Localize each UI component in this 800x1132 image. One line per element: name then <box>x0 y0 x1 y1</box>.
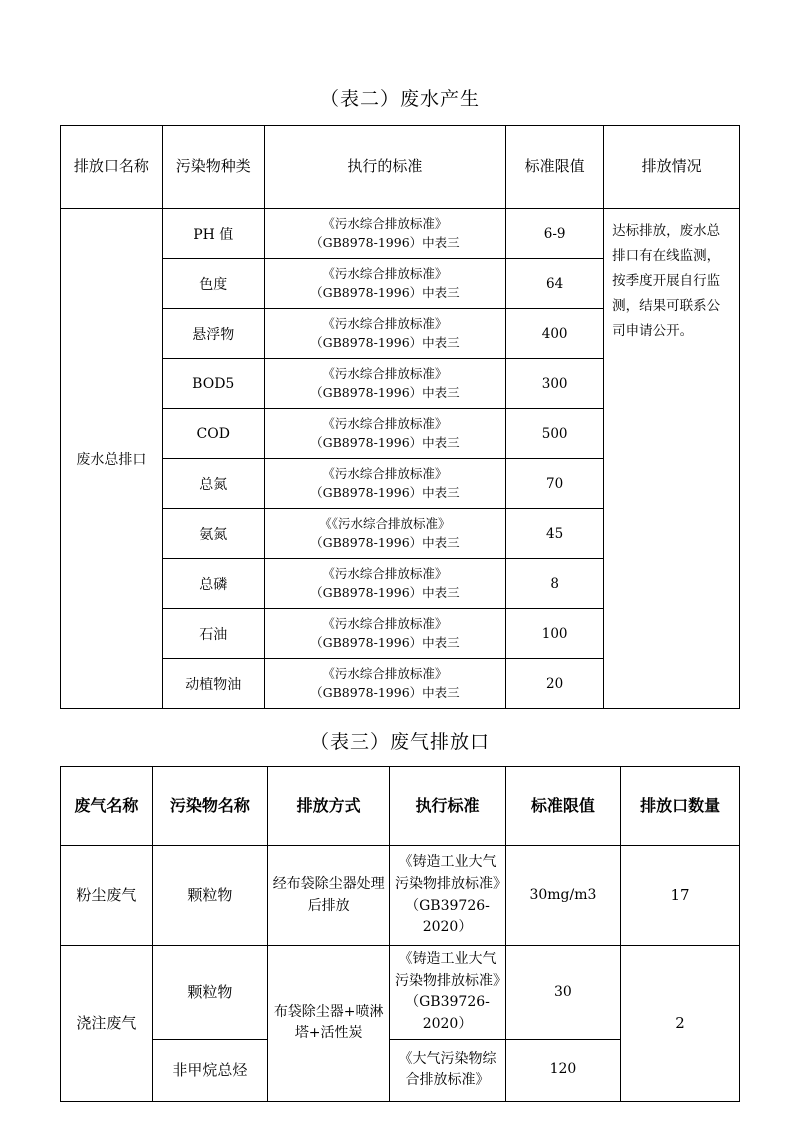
standard-line-1: 《污水综合排放标准》 <box>322 615 448 631</box>
table-header-row <box>61 126 740 209</box>
standard-line-2: （GB8978-1996）中表三 <box>310 484 460 500</box>
standard-line-1: 《污水综合排放标准》 <box>322 315 448 331</box>
cell-limit: 8 <box>506 559 604 609</box>
standard-line-2: （GB8978-1996）中表三 <box>310 334 460 350</box>
cell-pollutant: 颗粒物 <box>152 946 267 1040</box>
wastewater-table <box>60 125 740 709</box>
cell-standard <box>264 409 505 459</box>
cell-standard <box>264 559 505 609</box>
cell-standard <box>264 259 505 309</box>
standard-line-1: 《污水综合排放标准》 <box>322 465 448 481</box>
cell-pollutant: PH 值 <box>162 209 264 259</box>
cell-pollutant: 总氮 <box>162 459 264 509</box>
standard-line-2: （GB8978-1996）中表三 <box>310 384 460 400</box>
cell-pollutant: 颗粒物 <box>152 846 267 946</box>
cell-discharge-method: 经布袋除尘器处理后排放 <box>268 846 390 946</box>
table-header-row <box>61 767 740 846</box>
standard-line-2: （GB8978-1996）中表三 <box>310 534 460 550</box>
cell-limit: 500 <box>506 409 604 459</box>
cell-standard <box>264 459 505 509</box>
cell-pollutant: COD <box>162 409 264 459</box>
cell-limit: 30 <box>505 946 620 1040</box>
cell-standard <box>264 359 505 409</box>
cell-pollutant: 石油 <box>162 609 264 659</box>
cell-standard <box>264 609 505 659</box>
header-situation: 排放情况 <box>604 126 740 209</box>
table3-title: （表三）废气排放口 <box>309 731 490 753</box>
cell-standard: 《大气污染物综合排放标准》 <box>390 1039 505 1101</box>
standard-line-1: 《《污水综合排放标准》 <box>319 515 451 531</box>
cell-discharge-situation: 达标排放，废水总排口有在线监测，按季度开展自行监测，结果可联系公司申请公开。 <box>604 209 740 709</box>
header-discharge-method: 排放方式 <box>268 767 390 846</box>
cell-limit: 400 <box>506 309 604 359</box>
cell-pollutant: 色度 <box>162 259 264 309</box>
header-outlet-name: 排放口名称 <box>61 126 163 209</box>
cell-outlet-count: 2 <box>621 946 740 1102</box>
cell-limit: 70 <box>506 459 604 509</box>
cell-limit: 20 <box>506 659 604 709</box>
cell-limit: 100 <box>506 609 604 659</box>
standard-line-1: 《污水综合排放标准》 <box>322 565 448 581</box>
header-limit: 标准限值 <box>506 126 604 209</box>
header-outlet-count: 排放口数量 <box>621 767 740 846</box>
header-gas-name: 废气名称 <box>61 767 153 846</box>
header-pollutant-type: 污染物种类 <box>162 126 264 209</box>
standard-line-2: （GB8978-1996）中表三 <box>310 434 460 450</box>
cell-limit: 300 <box>506 359 604 409</box>
cell-gas-name: 浇注废气 <box>61 946 153 1102</box>
standard-line-2: （GB8978-1996）中表三 <box>310 234 460 250</box>
cell-gas-name: 粉尘废气 <box>61 846 153 946</box>
table2-title: （表二）废水产生 <box>319 88 480 110</box>
table-row <box>61 846 740 946</box>
cell-pollutant: 非甲烷总烃 <box>152 1039 267 1101</box>
cell-standard <box>264 309 505 359</box>
cell-standard <box>264 509 505 559</box>
table-row <box>61 946 740 1040</box>
cell-pollutant: 总磷 <box>162 559 264 609</box>
standard-line-1: 《污水综合排放标准》 <box>322 365 448 381</box>
standard-line-1: 《污水综合排放标准》 <box>322 215 448 231</box>
waste-gas-table <box>60 766 740 1102</box>
header-standard: 执行标准 <box>390 767 505 846</box>
cell-pollutant: 悬浮物 <box>162 309 264 359</box>
cell-outlet-name: 废水总排口 <box>61 209 163 709</box>
standard-line-2: （GB8978-1996）中表三 <box>310 684 460 700</box>
table-row <box>61 209 740 259</box>
header-pollutant-name: 污染物名称 <box>152 767 267 846</box>
cell-standard: 《铸造工业大气污染物排放标准》（GB39726-2020） <box>390 846 505 946</box>
header-limit: 标准限值 <box>505 767 620 846</box>
cell-discharge-method: 布袋除尘器+喷淋塔+活性炭 <box>268 946 390 1102</box>
standard-line-2: （GB8978-1996）中表三 <box>310 634 460 650</box>
standard-line-1: 《污水综合排放标准》 <box>322 665 448 681</box>
cell-pollutant: 氨氮 <box>162 509 264 559</box>
cell-pollutant: 动植物油 <box>162 659 264 709</box>
cell-standard <box>264 659 505 709</box>
cell-limit: 6-9 <box>506 209 604 259</box>
header-standard: 执行的标准 <box>264 126 505 209</box>
standard-line-1: 《污水综合排放标准》 <box>322 415 448 431</box>
cell-pollutant: BOD5 <box>162 359 264 409</box>
standard-line-2: （GB8978-1996）中表三 <box>310 284 460 300</box>
cell-limit: 45 <box>506 509 604 559</box>
standard-line-1: 《污水综合排放标准》 <box>322 265 448 281</box>
cell-outlet-count: 17 <box>621 846 740 946</box>
cell-standard <box>264 209 505 259</box>
standard-line-2: （GB8978-1996）中表三 <box>310 584 460 600</box>
cell-limit: 30mg/m3 <box>505 846 620 946</box>
cell-limit: 64 <box>506 259 604 309</box>
cell-limit: 120 <box>505 1039 620 1101</box>
cell-standard: 《铸造工业大气污染物排放标准》（GB39726-2020） <box>390 946 505 1040</box>
